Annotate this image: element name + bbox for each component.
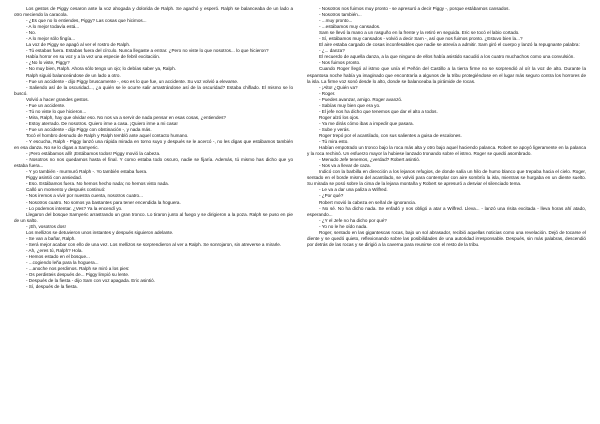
- paragraph: - Eso. Estábamos fuera. No hemos hecho nada; no hemos visto nada.: [26, 181, 169, 187]
- paragraph: - Después de la fiesta - dijo Sam con voz apagada. Eric asintió.: [26, 278, 155, 284]
- paragraph: Roger alzó los ojos.: [319, 114, 360, 120]
- paragraph: - ¿... danza?: [319, 48, 345, 54]
- paragraph: Piggy asintió con ansiedad.: [26, 175, 82, 181]
- paragraph: Volvió a hacer grandes gestos.: [26, 96, 89, 102]
- paragraph: La voz de Piggy se apagó al ver el rostro de Ralph.: [26, 42, 131, 48]
- paragraph: Los gestos de Piggy cesaron ante la voz ahogada y dolorida de Ralph. Se agachó y esperó. Ralph se balanceaba de un lado a otro meciendo la caracola.: [14, 6, 293, 18]
- paragraph: - El jefe nos ha dicho que tenemos que dar el alto a todos.: [319, 108, 438, 114]
- paragraph: - ...cogiendo leña para la hoguera...: [26, 259, 99, 265]
- paragraph: Habían empotrado un tronco bajo la roca más alta y otro bajo aquel haciendo palanca. Robert se apoyó ligeramente en la palanca y la roca rechinó. Un esfuerzo mayor la hubiese lanzado tronando sobre el istmo. Roger se quedó asombrado.: [307, 145, 586, 157]
- paragraph: - No muy bien, Ralph. Ahora sólo tengo un ojo; lo debías saber ya, Ralph.: [26, 66, 176, 72]
- paragraph: - A lo mejor sólo fingía...: [26, 36, 76, 42]
- paragraph: El aire estaba cargado de cosas inconfesables que nadie se atrevía a admitir. Sam giró el cuerpo y lanzó la repugnante palabra:: [319, 42, 580, 48]
- paragraph: El recuerdo de aquella danza, a la que ninguno de ellos había asistido sacudió a los cuatro muchachos como una convulsión.: [319, 54, 575, 60]
- paragraph: - Roger.: [319, 90, 336, 96]
- left-text-column: [14, 6, 293, 424]
- paragraph: - ¿No lo viste, Piggy?: [26, 60, 70, 66]
- paragraph: - Mira, Ralph, hay que olvidar eso. No nos va a servir de nada pensar en esas cosas, ¿entiendes?: [26, 114, 226, 120]
- paragraph: - Puedes avanzar, amigo. Roger avanzó.: [319, 96, 403, 102]
- paragraph: - Saliendo así de la oscuridad..., ¿a quién se le ocurre salir arrastrándose así de la oscuridad? Estaba chiflado. El mismo se lo buscó.: [14, 84, 293, 96]
- paragraph: - ...muy pronto...: [319, 18, 353, 24]
- paragraph: - A lo mejor todavía está...: [26, 24, 80, 30]
- paragraph: - ...estábamos muy cansados.: [319, 24, 381, 30]
- paragraph: - Fue un accidente - dijo Piggy bruscamente -, eso es lo que fue, un accidente. Su voz volvió a elevarse.: [26, 78, 239, 84]
- paragraph: Los mellizos se detuvieron unos instantes y después siguieron adelante.: [26, 229, 174, 235]
- paragraph: - Hemos estado en el bosque...: [26, 253, 90, 259]
- paragraph: - Tú estabas fuera. Estabas fuera del círculo. Nunca llegaste a entrar. ¿Pero no viste lo que nosotros... lo que hicieron?: [26, 48, 269, 54]
- paragraph: Indicó con la barbilla en dirección a los lejanos refugios, de donde salía un hilo de humo blanco que trepaba hacia el cielo. Roger, sentado en el borde mismo del acantilado, se volvió para contemplar con aire sombrío la isla, mientras se hurgaba en un diente suelto. Su mirada se posó sobre la cima de la lejana montaña y Robert se apresuró a desviar el silenciado tema.: [307, 169, 586, 187]
- paragraph: - Nos iremos a vivir por nuestra cuenta, nosotros cuatro...: [26, 193, 143, 199]
- right-text-column: [307, 6, 586, 424]
- paragraph: - Sí, después de la fiesta.: [26, 284, 78, 290]
- paragraph: - Ah, ¿eres tú, Ralph? Hola.: [26, 247, 83, 253]
- paragraph: Roger trepó por el acantilado, con sus salientes a guisa de escalones.: [319, 132, 462, 138]
- paragraph: - Nosotros no nos quedamos hasta el final. Y como estaba todo oscuro, nadie se fijaría. Además, tú mismo has dicho que yo estaba fuera...: [14, 157, 293, 169]
- paragraph: - Fue un accidente.: [26, 102, 66, 108]
- paragraph: - Se van a bañar, Ralph.: [26, 235, 76, 241]
- paragraph: - ¡Pero estábamos allí! ¡Estábamos todos! Piggy movió la cabeza.: [26, 151, 161, 157]
- paragraph: - Nosotros también...: [319, 12, 362, 18]
- paragraph: - Nos fuimos pronto.: [319, 60, 361, 66]
- paragraph: - ¿Es que no lo entiendes, Piggy? Las cosas que hicimos...: [26, 18, 147, 24]
- paragraph: Ralph siguió balanceándose de un lado a otro.: [26, 72, 121, 78]
- paragraph: - Nosotros cuatro. No somos ya bastantes para tener encendida la hoguera.: [26, 199, 181, 205]
- paragraph: - Os perdisteis después de... Piggy limpió su lente.: [26, 272, 130, 278]
- paragraph: - Lo podemos intentar. ¿Ves? Ya la encendí yo.: [26, 205, 123, 211]
- paragraph: - Menudo Jefe tenemos, ¿verdad? Robert asintió.: [319, 157, 421, 163]
- paragraph: Había horror en su voz y a la vez una especie de febril excitación.: [26, 54, 161, 60]
- paragraph: - Ya me dirás cómo ibas a impedir que pasara.: [319, 120, 414, 126]
- paragraph: Cuando Roger llegó al istmo que unía el Peñón del Castillo a la tierra firme no se sorprendió al oír la voz de alto. Durante la espantosa noche había ya imaginado que encontraría a algunos de la tribu protegiéndose en el lugar más seguro contra los horrores de la isla. La firme voz sonó desde lo alto, donde se balanceaba la pirámide de rocas.: [307, 66, 586, 84]
- paragraph: - Sabías muy bien que era yo.: [319, 102, 381, 108]
- paragraph: - Nosotros nos fuimos muy pronto - se apresuró a decir Piggy -, porque estábamos cansados.: [319, 6, 510, 11]
- paragraph: Tocó el hombro desnudo de Ralph y Ralph tembló ante aquel contacto humano.: [26, 132, 189, 138]
- paragraph: - ¡Eh, vosotros dos!: [26, 223, 66, 229]
- paragraph: - ¿Y el Jefe no ha dicho por qué?: [319, 217, 387, 223]
- paragraph: Calló un momento y después continuó:: [26, 187, 106, 193]
- paragraph: - No sé. No ha dicho nada. Se enfadó y nos obligó a atar a Wilfred. Lleva... - lanzó una risita excitada - lleva horas ahí atado, esperando...: [307, 205, 586, 217]
- paragraph: Robert movió la cabeza en señal de ignorancia.: [319, 199, 417, 205]
- paragraph: - Y escucha, Ralph - Piggy lanzó una rápida mirada en torno suyo y después se le acercó -, no les digas que estábamos también en esa danza. No se lo digas a Samyeric.: [14, 139, 293, 151]
- paragraph: - Y yo también - murmuró Ralph -. Yo también estaba fuera.: [26, 169, 148, 175]
- paragraph: - ...anoche nos perdimos. Ralph se miró a los pies:: [26, 266, 130, 272]
- paragraph: - Le va a dar una paliza a Wilfred.: [319, 187, 388, 193]
- paragraph: Llegaron del bosque Samyeric arrastrando un gran tronco. Lo tiraron junto al fuego y se dirigieron a la poza. Ralph se puso en pie de un salto.: [14, 211, 293, 223]
- paragraph: Sam se llevó la mano a un rasguño en la frente y la retiró en seguida. Eric se tocó el labio cortado.: [319, 30, 520, 36]
- paragraph: Roger, sentado en las gigantescas rocas, bajo un sol abrasador, recibió aquellas noticias como una revelación. Dejó de tocarse el diente y se quedó quieto, reflexionando sobre las posibilidades de una autoridad irresponsable. Después, sin más palabras, descendió por detrás de las rocas y se dirigió a la caverna para reunirse con el resto de la tribu.: [307, 229, 586, 247]
- paragraph: - Sube y verás.: [319, 126, 350, 132]
- paragraph: - Nos va a llevar de caza.: [319, 163, 371, 169]
- paragraph: - Yo no le he oído nada.: [319, 223, 368, 229]
- paragraph: - Será mejor acabar con ello de una vez. Los mellizos se sorprendieron al ver a Ralph. Se sonrojaron, sin atreverse a mirarle.: [26, 241, 282, 247]
- paragraph: - ¡Alto! ¿Quién va?: [319, 84, 358, 90]
- paragraph: - Tú no viste lo que hicieron...: [26, 108, 87, 114]
- paragraph: - Sí, estábamos muy cansados - volvió a decir Sam -, así que nos fuimos pronto. ¿Estuvo bien la...?: [319, 36, 523, 42]
- paragraph: - No.: [26, 30, 36, 36]
- paragraph: - Tú mira esto.: [319, 139, 349, 145]
- paragraph: - Fue un accidente - dijo Piggy con obstinación -, y nada más.: [26, 126, 152, 132]
- paragraph: - Estoy aterrado. De nosotros. Quiero irme a casa. ¡Quiero irme a mi casa!: [26, 120, 178, 126]
- paragraph: - ¿Por qué?: [319, 193, 344, 199]
